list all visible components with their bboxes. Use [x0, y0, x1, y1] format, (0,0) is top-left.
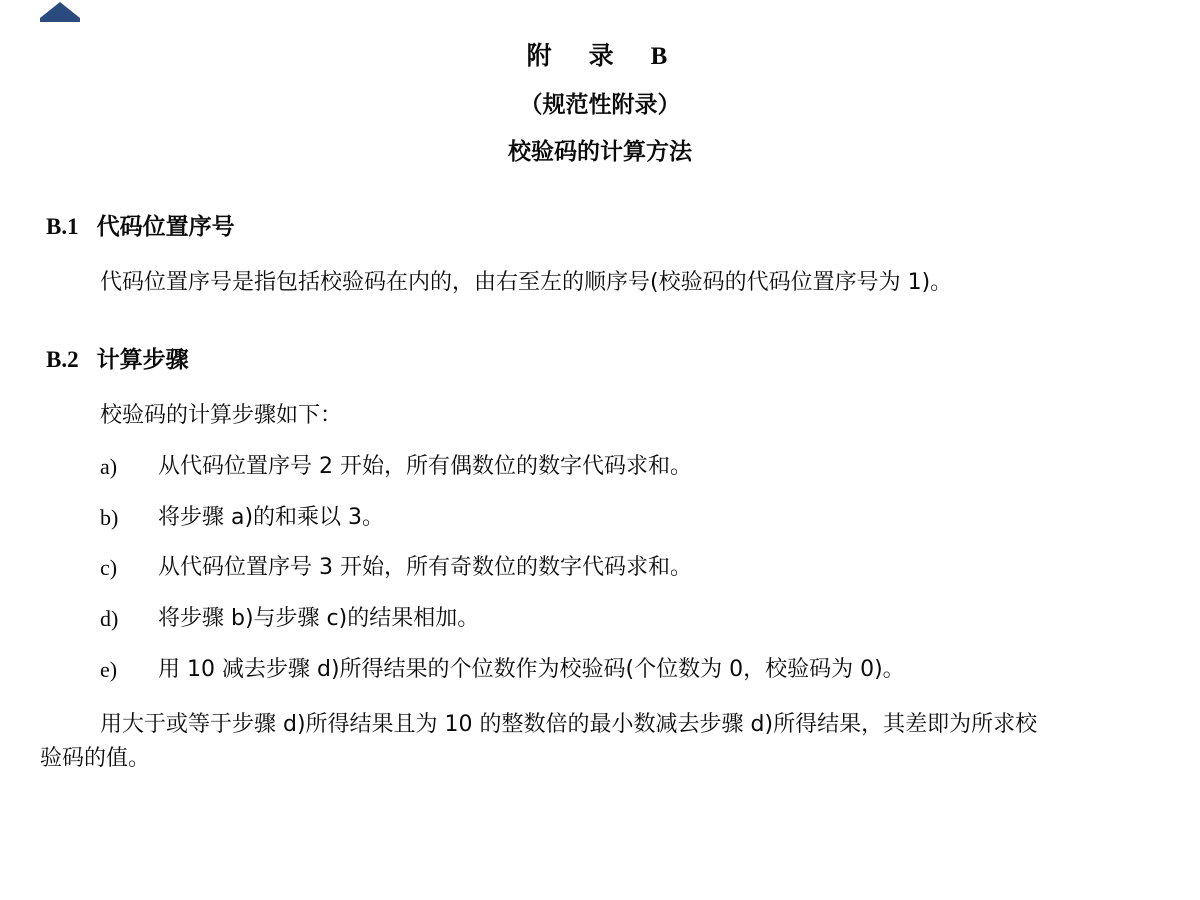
- section-b2-number: B.2: [46, 346, 79, 372]
- list-item-marker: b): [100, 504, 119, 530]
- list-item-text: 用 10 减去步骤 d)所得结果的个位数作为校验码(个位数为 0，校验码为 0)。: [158, 656, 905, 682]
- section-b1-title: 代码位置序号: [96, 214, 235, 240]
- list-item-marker: a): [100, 453, 118, 479]
- section-b2-closing: [0, 708, 1200, 776]
- section-b2-paragraph: 校验码的计算步骤如下：: [100, 402, 343, 428]
- list-item-marker: c): [100, 555, 118, 581]
- list-item: [0, 604, 1200, 635]
- section-b1-number: B.1: [46, 214, 79, 239]
- closing-line-2: 验码的值。: [40, 745, 151, 771]
- list-item-marker: d): [100, 606, 119, 632]
- list-item: [0, 553, 1200, 584]
- annex-title: 附 录 B: [526, 43, 674, 70]
- section-b1: [0, 208, 1200, 299]
- annex-subtitle: （规范性附录）: [519, 92, 681, 118]
- list-item-text: 将步骤 a)的和乘以 3。: [158, 504, 385, 530]
- list-item-text: 从代码位置序号 3 开始，所有奇数位的数字代码求和。: [158, 555, 692, 581]
- section-b1-heading: [0, 208, 1200, 241]
- list-item: [0, 503, 1200, 534]
- list-item-marker: e): [100, 656, 118, 682]
- section-b1-paragraph: 代码位置序号是指包括校验码在内的，由右至左的顺序号(校验码的代码位置序号为 1)。: [100, 270, 953, 295]
- list-item: [0, 655, 1200, 686]
- section-b2: [0, 341, 1200, 776]
- calculation-steps-list: [0, 452, 1200, 686]
- list-item: [0, 452, 1200, 483]
- closing-line-1: 用大于或等于步骤 d)所得结果且为 10 的整数倍的最小数减去步骤 d)所得结果，其差即为所求校: [100, 711, 1038, 737]
- list-item-text: 将步骤 b)与步骤 c)的结果相加。: [158, 606, 480, 632]
- section-b2-heading: [0, 341, 1200, 374]
- list-item-text: 从代码位置序号 2 开始，所有偶数位的数字代码求和。: [158, 453, 692, 479]
- annex-name: 校验码的计算方法: [508, 139, 692, 165]
- section-b2-title: 计算步骤: [96, 346, 189, 373]
